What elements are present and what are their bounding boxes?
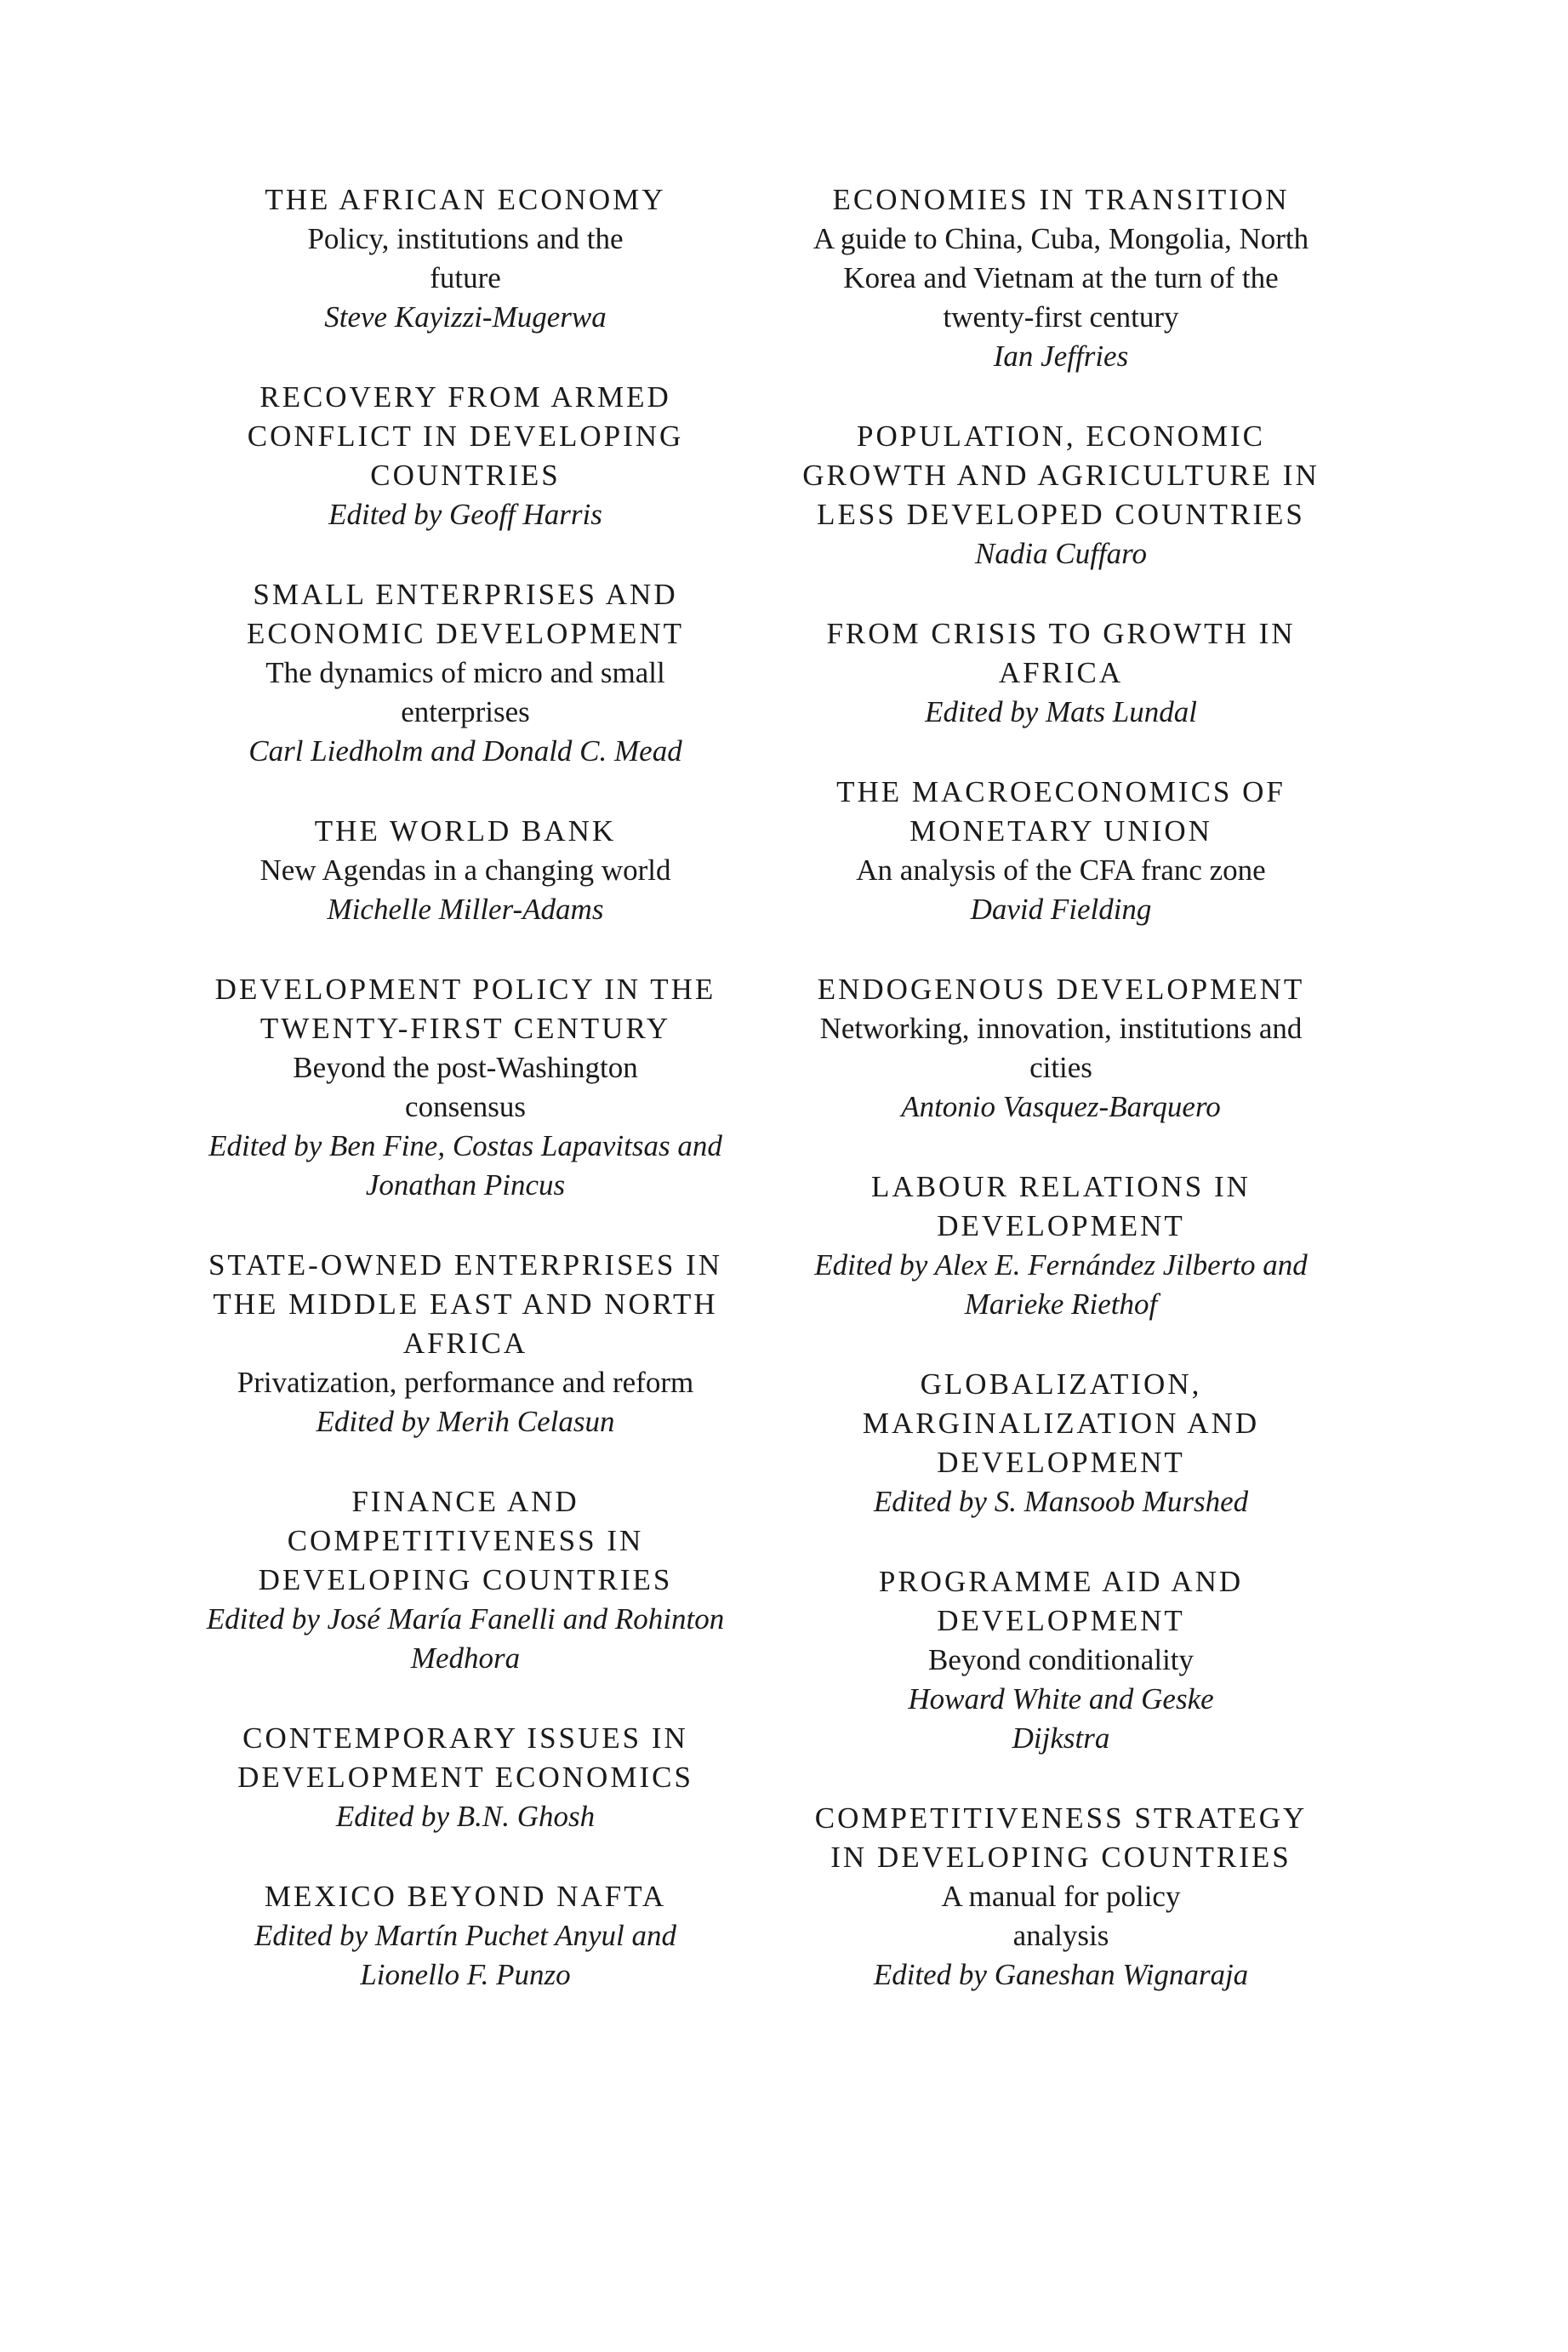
book-title-line: MONETARY UNION xyxy=(909,814,1212,848)
book-title-line: AFRICA xyxy=(402,1327,528,1360)
book-subtitle-line: cities xyxy=(1029,1051,1092,1084)
book-author-line: Nadia Cuffaro xyxy=(975,537,1147,570)
book-title-line: MEXICO BEYOND NAFTA xyxy=(264,1880,667,1913)
book-author-line: Marieke Riethof xyxy=(964,1287,1158,1321)
book-title-line: STATE-OWNED ENTERPRISES IN xyxy=(208,1248,723,1282)
book-title-line: GROWTH AND AGRICULTURE IN xyxy=(802,459,1320,492)
book-title-line: DEVELOPMENT xyxy=(937,1209,1185,1242)
book-title-line: PROGRAMME AID AND xyxy=(878,1565,1244,1598)
book-author-line: Edited by B.N. Ghosh xyxy=(335,1800,596,1833)
book-author-line: Steve Kayizzi-Mugerwa xyxy=(324,300,607,334)
book-subtitle-line: An analysis of the CFA franc zone xyxy=(856,853,1266,887)
book-title-line: SMALL ENTERPRISES AND xyxy=(253,578,678,611)
book-title-line: COMPETITIVENESS IN xyxy=(287,1524,644,1557)
book-title-line: THE WORLD BANK xyxy=(314,814,617,848)
book-title-line: COMPETITIVENESS STRATEGY xyxy=(814,1801,1308,1835)
book-title-line: LESS DEVELOPED COUNTRIES xyxy=(817,498,1305,531)
book-title-line: IN DEVELOPING COUNTRIES xyxy=(830,1841,1291,1874)
book-subtitle-line: enterprises xyxy=(401,695,530,728)
book-title-line: THE AFRICAN ECONOMY xyxy=(265,183,666,216)
book-subtitle-line: A manual for policy xyxy=(941,1880,1181,1913)
book-subtitle-line: New Agendas in a changing world xyxy=(259,853,671,887)
book-entry xyxy=(776,614,1346,732)
book-entry xyxy=(180,1482,750,1678)
book-author-line: Edited by Martín Puchet Anyul and xyxy=(254,1919,677,1952)
book-title-line: CONTEMPORARY ISSUES IN xyxy=(242,1721,688,1755)
book-title-line: DEVELOPMENT xyxy=(937,1604,1185,1637)
book-author-line: Howard White and Geske xyxy=(908,1682,1214,1715)
book-title-line: DEVELOPMENT POLICY IN THE xyxy=(214,973,716,1006)
book-subtitle-line: analysis xyxy=(1012,1919,1109,1952)
book-author-line: Antonio Vasquez-Barquero xyxy=(901,1090,1221,1123)
book-title-line: ECONOMIES IN TRANSITION xyxy=(832,183,1290,216)
book-entry xyxy=(180,970,750,1205)
book-author-line: Michelle Miller-Adams xyxy=(327,893,604,926)
book-author-line: Edited by Merih Celasun xyxy=(316,1405,615,1438)
left-column xyxy=(180,180,750,2035)
book-author-line: David Fielding xyxy=(970,893,1152,926)
book-author-line: Edited by Ben Fine, Costas Lapavitsas and xyxy=(208,1129,722,1162)
book-title-line: DEVELOPING COUNTRIES xyxy=(258,1563,673,1596)
book-subtitle-line: Korea and Vietnam at the turn of the xyxy=(843,261,1279,294)
book-entry xyxy=(180,812,750,929)
book-entry xyxy=(180,180,750,337)
book-entry xyxy=(776,1799,1346,1995)
book-entry xyxy=(180,1877,750,1995)
book-author-line: Medhora xyxy=(410,1641,521,1675)
book-title-line: FINANCE AND xyxy=(351,1485,579,1518)
book-title-line: AFRICA xyxy=(998,656,1124,689)
book-entry xyxy=(776,180,1346,376)
book-author-line: Carl Liedholm and Donald C. Mead xyxy=(248,734,682,768)
book-entry xyxy=(776,773,1346,929)
book-title-line: THE MIDDLE EAST AND NORTH xyxy=(213,1287,718,1321)
right-column xyxy=(776,180,1346,2035)
book-entry xyxy=(180,1719,750,1836)
book-entry xyxy=(180,378,750,534)
book-entry xyxy=(180,1246,750,1441)
book-subtitle-line: twenty-first century xyxy=(943,300,1179,334)
book-entry xyxy=(776,417,1346,574)
book-entry xyxy=(776,1167,1346,1324)
book-title-line: COUNTRIES xyxy=(370,459,561,492)
book-title-line: FROM CRISIS TO GROWTH IN xyxy=(826,617,1296,650)
book-author-line: Jonathan Pincus xyxy=(365,1168,566,1202)
book-author-line: Edited by Alex E. Fernández Jilberto and xyxy=(814,1248,1308,1282)
book-title-line: GLOBALIZATION, xyxy=(920,1367,1202,1401)
book-author-line: Edited by José María Fanelli and Rohinton xyxy=(206,1602,725,1636)
book-title-line: RECOVERY FROM ARMED xyxy=(259,380,671,414)
book-subtitle-line: consensus xyxy=(405,1090,526,1123)
book-entry xyxy=(776,1365,1346,1521)
book-author-line: Ian Jeffries xyxy=(993,340,1129,373)
book-title-line: CONFLICT IN DEVELOPING xyxy=(247,420,684,453)
book-entry xyxy=(180,575,750,771)
book-author-line: Dijkstra xyxy=(1012,1721,1110,1755)
book-subtitle-line: Beyond the post-Washington xyxy=(293,1051,638,1084)
book-subtitle-line: Beyond conditionality xyxy=(927,1643,1195,1676)
book-entry xyxy=(776,970,1346,1127)
book-subtitle-line: future xyxy=(430,261,501,294)
book-title-line: ECONOMIC DEVELOPMENT xyxy=(246,617,684,650)
book-author-line: Lionello F. Punzo xyxy=(360,1958,571,1991)
book-entry xyxy=(776,1562,1346,1758)
book-author-line: Edited by Mats Lundal xyxy=(925,695,1197,728)
book-title-line: LABOUR RELATIONS IN xyxy=(871,1170,1251,1203)
book-author-line: Edited by Geoff Harris xyxy=(328,498,602,531)
book-author-line: Edited by Ganeshan Wignaraja xyxy=(873,1958,1249,1991)
book-title-line: POPULATION, ECONOMIC xyxy=(856,420,1266,453)
book-title-line: MARGINALIZATION AND xyxy=(862,1407,1260,1440)
book-title-line: ENDOGENOUS DEVELOPMENT xyxy=(817,973,1305,1006)
book-subtitle-line: A guide to China, Cuba, Mongolia, North xyxy=(813,222,1309,255)
book-subtitle-line: Networking, innovation, institutions and xyxy=(819,1012,1303,1045)
book-title-line: TWENTY-FIRST CENTURY xyxy=(259,1012,671,1045)
book-title-line: DEVELOPMENT ECONOMICS xyxy=(237,1761,693,1794)
book-author-line: Edited by S. Mansoob Murshed xyxy=(873,1485,1249,1518)
book-subtitle-line: Policy, institutions and the xyxy=(307,222,624,255)
book-subtitle-line: Privatization, performance and reform xyxy=(237,1366,694,1399)
book-title-line: DEVELOPMENT xyxy=(937,1446,1185,1479)
book-title-line: THE MACROECONOMICS OF xyxy=(836,775,1286,808)
book-subtitle-line: The dynamics of micro and small xyxy=(265,656,665,689)
